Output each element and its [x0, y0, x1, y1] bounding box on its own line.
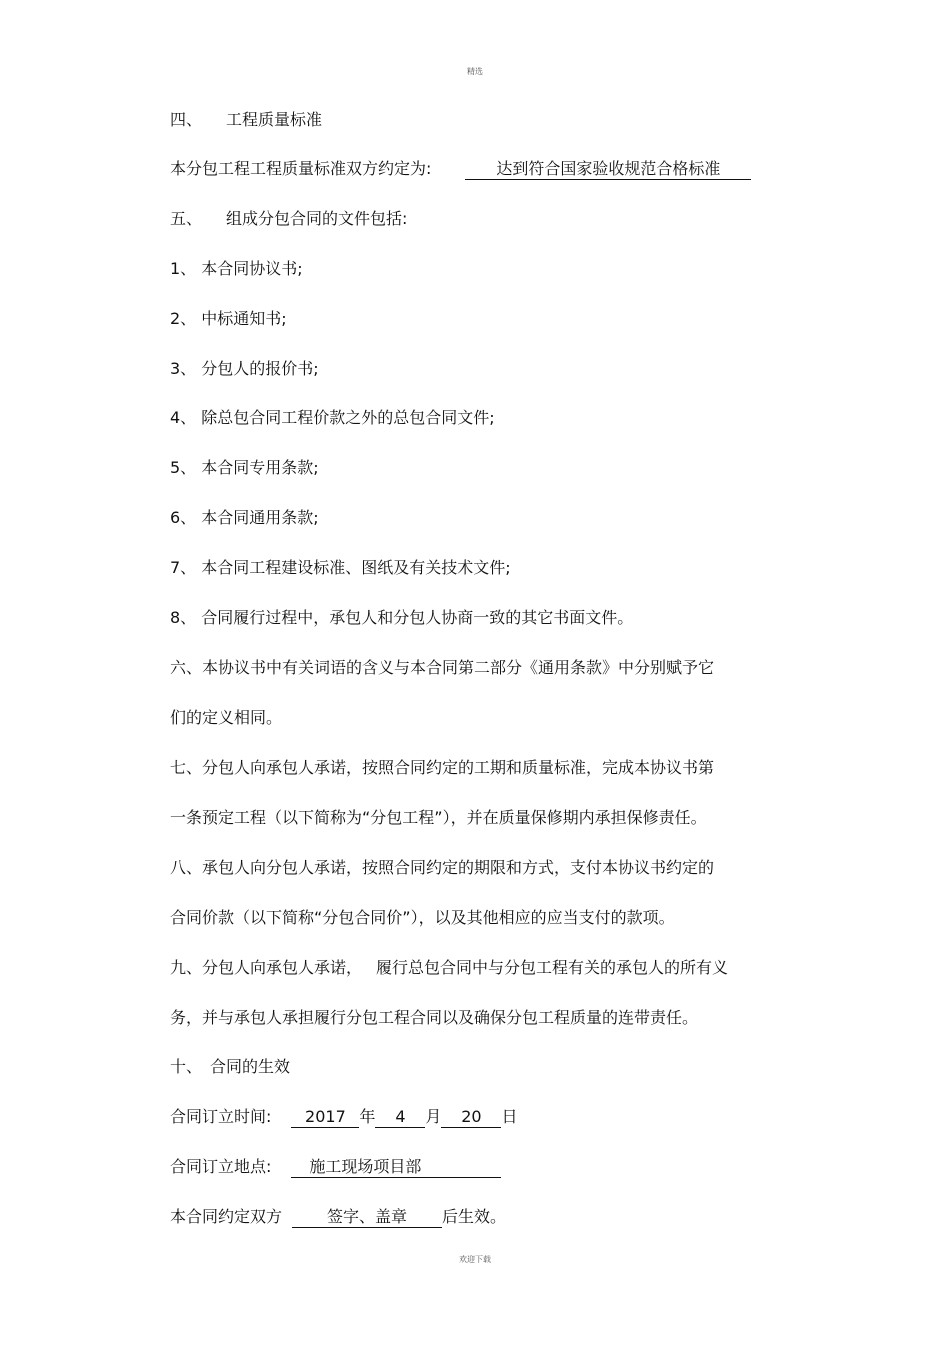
item-number: 7、: [170, 558, 197, 577]
document-list-item: [170, 309, 287, 329]
document-list-item: [170, 259, 303, 279]
section-6-line-1: 六、本协议书中有关词语的含义与本合同第二部分《通用条款》中分别赋予它: [170, 658, 715, 677]
section-10-title: 合同的生效: [210, 1057, 291, 1076]
page-footer: 欢迎下载: [459, 1255, 491, 1264]
signing-place-text: 施工现场项目部: [309, 1157, 422, 1176]
item-number: 2、: [170, 309, 197, 328]
document-list-item: [170, 458, 319, 478]
signing-place-label: 合同订立地点:: [170, 1157, 272, 1176]
item-text: 合同履行过程中，承包人和分包人协商一致的其它书面文件。: [201, 608, 634, 627]
section-8-line-1: 八、承包人向分包人承诺，按照合同约定的期限和方式，支付本协议书约定的: [170, 858, 715, 877]
section-9-line-1: [170, 958, 728, 978]
month-value: 4: [375, 1107, 425, 1128]
item-text: 本合同通用条款;: [201, 508, 319, 527]
item-number: 6、: [170, 508, 197, 527]
section-4-heading: [170, 110, 322, 130]
item-text: 中标通知书;: [201, 309, 287, 328]
signing-time-label: 合同订立时间:: [170, 1107, 272, 1126]
section-8-line-2: 合同价款（以下简称“分包合同价”），以及其他相应的应当支付的款项。: [170, 908, 675, 927]
item-number: 4、: [170, 408, 197, 427]
section-9-line-1-end: 履行总包合同中与分包工程有关的承包人的所有义: [376, 958, 729, 977]
item-text: 本合同协议书;: [201, 259, 303, 278]
year-value: 2017: [291, 1107, 359, 1128]
signing-time-line: [170, 1107, 517, 1128]
section-5-title: 组成分包合同的文件包括:: [226, 209, 408, 228]
section-10-number: 十、: [170, 1057, 203, 1076]
signing-place-line: [170, 1157, 501, 1178]
item-number: 3、: [170, 359, 197, 378]
signing-place-value: [291, 1157, 501, 1178]
section-7-line-2: 一条预定工程（以下简称为“分包工程”），并在质量保修期内承担保修责任。: [170, 808, 707, 827]
quality-standard-value: 达到符合国家验收规范合格标准: [465, 159, 751, 180]
effect-line: [170, 1207, 506, 1228]
document-list-item: [170, 408, 495, 428]
item-text: 本合同工程建设标准、图纸及有关技术文件;: [201, 558, 511, 577]
effect-suffix: 后生效。: [442, 1207, 507, 1226]
section-4-number: 四、: [170, 110, 203, 129]
document-list-item: [170, 508, 319, 528]
section-9-line-1-start: 九、分包人向承包人承诺，: [170, 958, 363, 977]
section-10-heading: [170, 1057, 290, 1077]
day-value: 20: [441, 1107, 501, 1128]
month-unit: 月: [425, 1107, 442, 1126]
year-unit: 年: [359, 1107, 376, 1126]
item-number: 1、: [170, 259, 197, 278]
quality-standard-line: [170, 159, 751, 180]
section-6-line-2: 们的定义相同。: [170, 708, 283, 727]
page-header: 精选: [467, 67, 483, 76]
item-text: 本合同专用条款;: [201, 458, 319, 477]
effect-label: 本合同约定双方: [170, 1207, 283, 1226]
item-text: 除总包合同工程价款之外的总包合同文件;: [201, 408, 495, 427]
effect-value: 签字、盖章: [292, 1207, 442, 1228]
document-list-item: [170, 558, 511, 578]
section-7-line-1: 七、分包人向承包人承诺，按照合同约定的工期和质量标准，完成本协议书第: [170, 758, 715, 777]
day-unit: 日: [501, 1107, 518, 1126]
item-number: 5、: [170, 458, 197, 477]
section-4-title: 工程质量标准: [226, 110, 323, 129]
item-text: 分包人的报价书;: [201, 359, 319, 378]
section-5-number: 五、: [170, 209, 203, 228]
section-5-heading: [170, 209, 407, 229]
section-9-line-2: 务，并与承包人承担履行分包工程合同以及确保分包工程质量的连带责任。: [170, 1008, 699, 1027]
item-number: 8、: [170, 608, 197, 627]
quality-standard-label: 本分包工程工程质量标准双方约定为:: [170, 159, 432, 178]
document-list-item: [170, 608, 633, 628]
document-list-item: [170, 359, 319, 379]
